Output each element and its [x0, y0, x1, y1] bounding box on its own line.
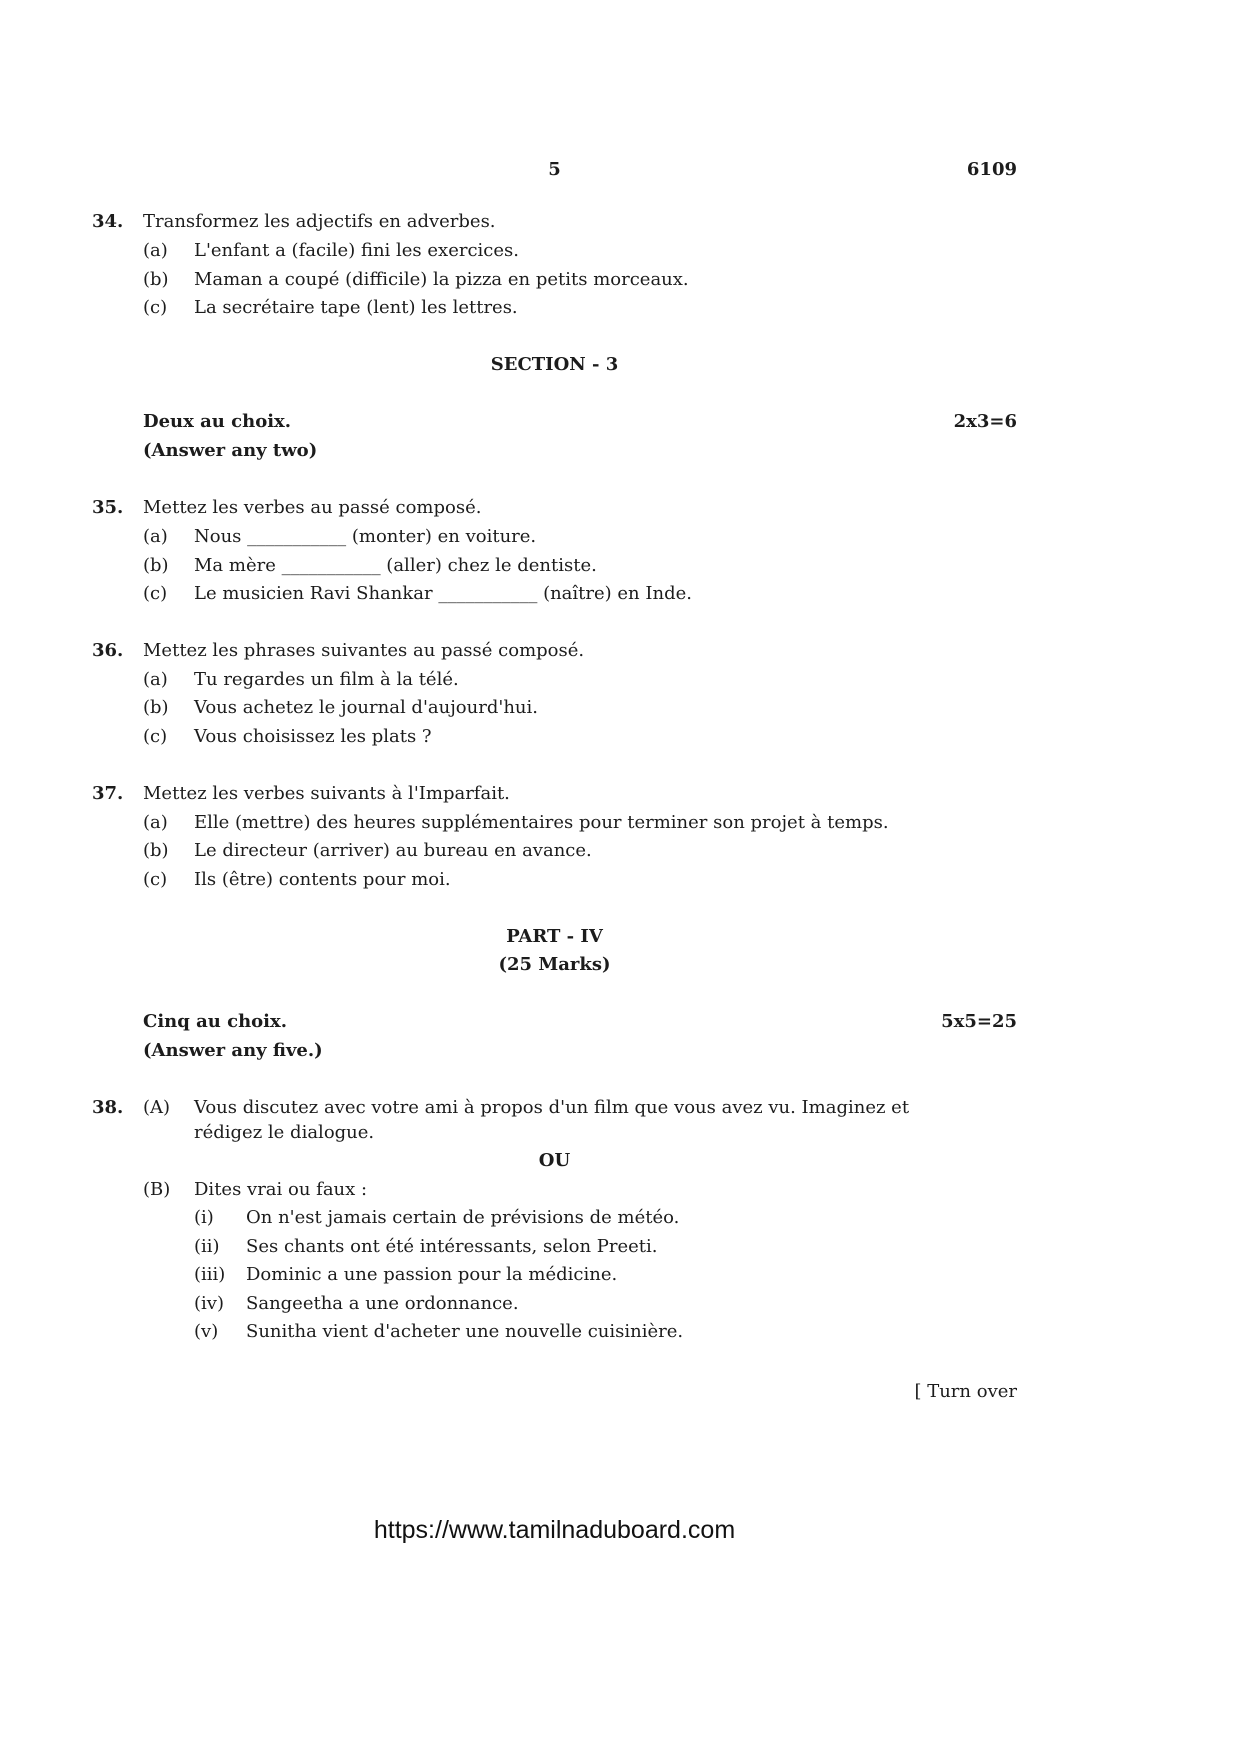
item-text: Le directeur (arriver) au bureau en avance.: [194, 840, 592, 861]
section-3-marks: 2x3=6: [953, 411, 1017, 432]
question-36-prompt: Mettez les phrases suivantes au passé composé.: [143, 640, 585, 661]
part-4-instruction-english: [92, 1039, 1017, 1063]
part-4-title: PART - IV: [506, 926, 603, 947]
page-header: [92, 158, 1017, 182]
true-false-item-iv: [92, 1292, 1017, 1316]
section-3-title: SECTION - 3: [490, 354, 619, 375]
part-4-heading: [92, 925, 1017, 949]
question-36: [92, 639, 1017, 663]
item-text: La secrétaire tape (lent) les lettres.: [194, 297, 518, 318]
turn-over-text: [ Turn over: [914, 1381, 1017, 1402]
item-text: Elle (mettre) des heures supplémentaires pour terminer son projet à temps.: [194, 812, 889, 833]
item-label: (iv): [194, 1293, 224, 1314]
item-text: Nous ___________ (monter) en voiture.: [194, 526, 537, 547]
part-4-instruction: [92, 1010, 1017, 1034]
item-label: (b): [143, 697, 169, 718]
question-35-number: 35.: [92, 497, 124, 518]
part-4-instruction-en: (Answer any five.): [143, 1040, 323, 1061]
question-37: [92, 782, 1017, 806]
true-false-item-v: [92, 1320, 1017, 1344]
item-label: (v): [194, 1321, 219, 1342]
question-37-item-a: [92, 811, 1017, 835]
item-text: Dominic a une passion pour la médicine.: [246, 1264, 618, 1285]
page-number: 5: [548, 159, 561, 180]
item-text: Tu regardes un film à la télé.: [194, 669, 459, 690]
item-label: (c): [143, 583, 168, 604]
question-38-option-a-line-2: rédigez le dialogue.: [194, 1122, 375, 1143]
question-38-option-a-line-1: Vous discutez avec votre ami à propos d'un film que vous avez vu. Imaginez et: [194, 1097, 910, 1118]
item-text: Sunitha vient d'acheter une nouvelle cuisinière.: [246, 1321, 684, 1342]
paper-code: 6109: [966, 159, 1017, 180]
item-text: Ils (être) contents pour moi.: [194, 869, 451, 890]
item-label: (b): [143, 269, 169, 290]
part-4-total: [92, 953, 1017, 977]
item-text: Ma mère ___________ (aller) chez le dentiste.: [194, 555, 597, 576]
item-text: L'enfant a (facile) fini les exercices.: [194, 240, 519, 261]
part-4-marks: 5x5=25: [941, 1011, 1017, 1032]
question-37-prompt: Mettez les verbes suivants à l'Imparfait.: [143, 783, 510, 804]
true-false-item-iii: [92, 1263, 1017, 1287]
question-36-item-b: [92, 696, 1017, 720]
item-label: (c): [143, 869, 168, 890]
question-38-option-b-prompt: Dites vrai ou faux :: [194, 1179, 368, 1200]
section-3-heading: [92, 353, 1017, 377]
section-3-instruction-english: [92, 439, 1017, 463]
question-34: [92, 210, 1017, 234]
question-34-item-b: [92, 268, 1017, 292]
question-38-option-b: [92, 1178, 1017, 1202]
part-4-instruction-fr: Cinq au choix.: [143, 1011, 288, 1032]
item-text: Le musicien Ravi Shankar ___________ (naître) en Inde.: [194, 583, 692, 604]
item-label: (a): [143, 240, 168, 261]
question-34-prompt: Transformez les adjectifs en adverbes.: [143, 211, 496, 232]
item-label: (b): [143, 555, 169, 576]
question-36-item-c: [92, 725, 1017, 749]
question-37-item-b: [92, 839, 1017, 863]
item-label: (a): [143, 812, 168, 833]
item-label: (ii): [194, 1236, 220, 1257]
question-35-item-c: [92, 582, 1017, 606]
item-text: Sangeetha a une ordonnance.: [246, 1293, 519, 1314]
question-35-item-b: [92, 554, 1017, 578]
question-35-item-a: [92, 525, 1017, 549]
source-url: https://www.tamilnaduboard.com: [373, 1516, 736, 1544]
true-false-item-i: [92, 1206, 1017, 1230]
question-38-or: [92, 1149, 1017, 1173]
question-34-item-c: [92, 296, 1017, 320]
question-38-option-a-label: (A): [143, 1097, 171, 1118]
item-label: (a): [143, 526, 168, 547]
item-label: (a): [143, 669, 168, 690]
section-3-instruction-fr: Deux au choix.: [143, 411, 292, 432]
section-3-instruction-en: (Answer any two): [143, 440, 318, 461]
item-label: (c): [143, 297, 168, 318]
question-35-prompt: Mettez les verbes au passé composé.: [143, 497, 482, 518]
question-37-item-c: [92, 868, 1017, 892]
item-text: On n'est jamais certain de prévisions de météo.: [246, 1207, 680, 1228]
question-38-number: 38.: [92, 1097, 124, 1118]
section-3-instruction: [92, 410, 1017, 434]
question-38-option-a-continuation: [92, 1121, 1017, 1145]
question-37-number: 37.: [92, 783, 124, 804]
item-text: Vous achetez le journal d'aujourd'hui.: [194, 697, 538, 718]
question-34-item-a: [92, 239, 1017, 263]
turn-over-note: [92, 1380, 1017, 1404]
item-text: Vous choisissez les plats ?: [194, 726, 432, 747]
item-label: (i): [194, 1207, 214, 1228]
item-label: (c): [143, 726, 168, 747]
question-38-option-b-label: (B): [143, 1179, 171, 1200]
true-false-item-ii: [92, 1235, 1017, 1259]
question-38: [92, 1096, 1017, 1120]
part-4-total-marks: (25 Marks): [498, 954, 611, 975]
question-34-number: 34.: [92, 211, 124, 232]
item-label: (iii): [194, 1264, 226, 1285]
item-text: Maman a coupé (difficile) la pizza en petits morceaux.: [194, 269, 689, 290]
item-label: (b): [143, 840, 169, 861]
or-label: OU: [538, 1150, 571, 1171]
question-35: [92, 496, 1017, 520]
question-36-number: 36.: [92, 640, 124, 661]
question-36-item-a: [92, 668, 1017, 692]
item-text: Ses chants ont été intéressants, selon Preeti.: [246, 1236, 658, 1257]
